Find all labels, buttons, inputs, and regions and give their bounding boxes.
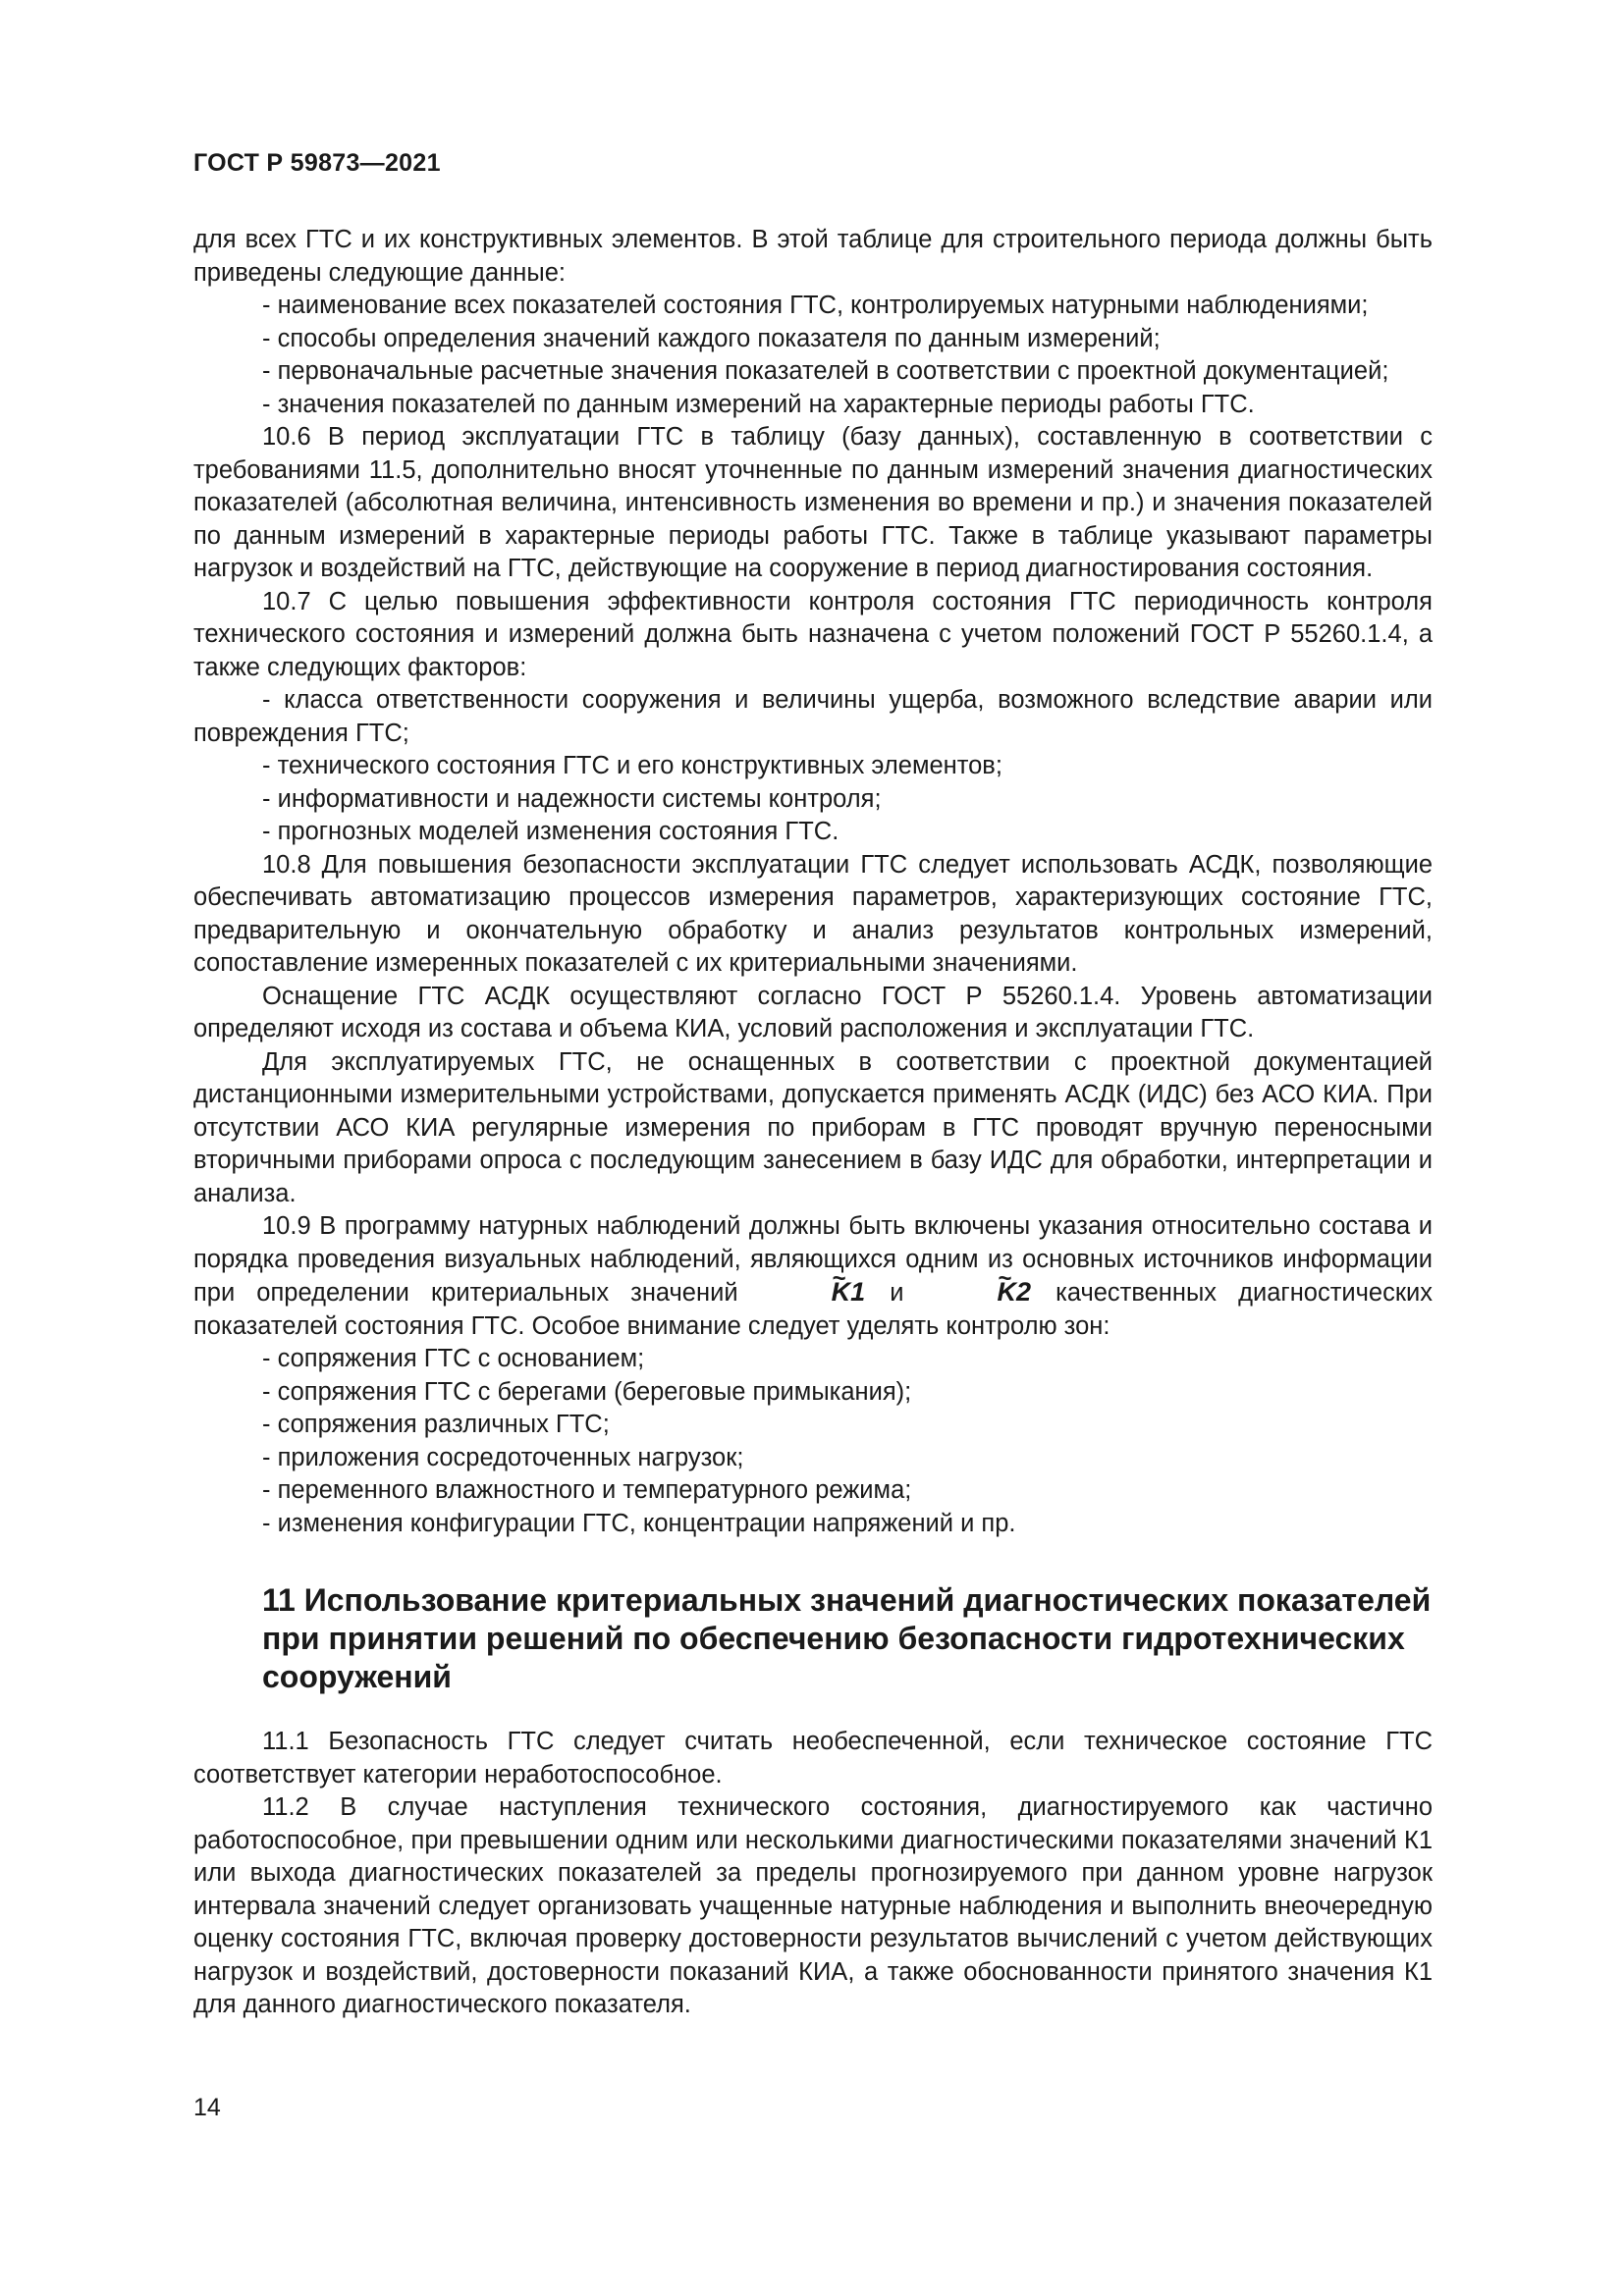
paragraph-11-1: 11.1 Безопасность ГТС следует считать необеспеченной, если техническое состояние ГТС соответствует категории неработоспособное.: [193, 1728, 1433, 1789]
list-item: - сопряжения ГТС с берегами (береговые примыкания);: [262, 1377, 912, 1406]
list-table-data: [193, 290, 1433, 421]
list-item: - приложения сосредоточенных нагрузок;: [262, 1443, 744, 1471]
paragraph-continuation: для всех ГТС и их конструктивных элементов. В этой таблице для строительного периода должны быть приведены следующие данные:: [193, 226, 1433, 287]
paragraph-equipment: Оснащение ГТС АСДК осуществляют согласно ГОСТ Р 55260.1.4. Уровень автоматизации определяют исходя из состава и объема КИА, условий расположения и эксплуатации ГТС.: [193, 982, 1433, 1042]
paragraph-10-9: [193, 1210, 1433, 1343]
k2-symbol: ~ K2: [926, 1276, 1035, 1309]
paragraph-10-6: 10.6 В период эксплуатации ГТС в таблицу (базу данных), составленную в соответствии с требованиями 11.5, дополнительно вносят уточненные по данным измерений значения диагностических показателей (абсолютная величина, интенсивность изменения во времени и пр.) и значения показателей по данным измерений в характерные периоды работы ГТС. Также в таблице указывают параметры нагрузок и воздействий на ГТС, действующие на сооружение в период диагностирования состояния.: [193, 423, 1433, 582]
list-zones: [193, 1343, 1433, 1540]
paragraph-10-9-end: качественных диагностических показателей состояния ГТС. Особое внимание следует уделять контролю зон:: [193, 1279, 1433, 1340]
page-content: [193, 224, 1433, 2022]
list-item: - сопряжения различных ГТС;: [262, 1411, 610, 1438]
list-item: - наименование всех показателей состояния ГТС, контролируемых натурными наблюдениями;: [262, 292, 1369, 319]
paragraph-operated-gts: Для эксплуатируемых ГТС, не оснащенных в соответствии с проектной документацией дистанционными измерительными устройствами, допускается применять АСДК (ИДС) без АСО КИА. При отсутствии АСО КИА регулярные измерения по приборам в ГТС проводят вручную переносными вторичными приборами опроса с последующим занесением в базу ИДС для обработки, интерпретации и анализа.: [193, 1047, 1433, 1207]
document-header: ГОСТ Р 59873—2021: [193, 149, 441, 177]
paragraph-10-8: 10.8 Для повышения безопасности эксплуатации ГТС следует использовать АСДК, позволяющие обеспечивать автоматизацию процессов измерения параметров, характеризующих состояние ГТС, предварительную и окончательную обработку и анализ результатов контрольных измерений, сопоставление измеренных показателей с их критериальными значениями.: [193, 850, 1433, 977]
paragraph-10-7: 10.7 С целью повышения эффективности контроля состояния ГТС периодичность контроля технического состояния и измерений должна быть назначена с учетом положений ГОСТ Р 55260.1.4, а также следующих факторов:: [193, 587, 1433, 681]
list-item: - значения показателей по данным измерений на характерные периоды работы ГТС.: [262, 390, 1255, 418]
list-item: - способы определения значений каждого показателя по данным измерений;: [262, 324, 1161, 352]
list-item: - первоначальные расчетные значения показателей в соответствии с проектной документацией;: [262, 357, 1389, 385]
list-item: - изменения конфигурации ГТС, концентрации напряжений и пр.: [262, 1509, 1016, 1537]
list-item: - информативности и надежности системы контроля;: [262, 784, 882, 813]
list-factors: [193, 684, 1433, 849]
conjunction: и: [890, 1279, 904, 1307]
paragraph-10-9-start: 10.9 В программу натурных наблюдений должны быть включены указания относительно состава и порядка проведения визуальных наблюдений, являющихся одним из основных источников информации при определении критериальных значений: [193, 1212, 1433, 1307]
list-item: - переменного влажностного и температурного режима;: [262, 1476, 912, 1504]
list-item: - сопряжения ГТС с основанием;: [262, 1345, 645, 1372]
k1-symbol: ~ K1: [760, 1276, 869, 1309]
section-11-heading: 11 Использование критериальных значений диагностических показателей при принятии решений по обеспечению безопасности гидротехнических сооружений: [262, 1582, 1432, 1694]
list-item: - класса ответственности сооружения и величины ущерба, возможного вследствие аварии или повреждения ГТС;: [193, 686, 1433, 747]
paragraph-11-2: 11.2 В случае наступления технического состояния, диагностируемого как частично работоспособное, при превышении одним или несколькими диагностическими показателями значений К1 или выхода диагностических показателей за пределы прогнозируемого при данном уровне нагрузок интервала значений следует организовать учащенные натурные наблюдения и выполнить внеочередную оценку состояния ГТС, включая проверку достоверности результатов вычислений с учетом действующих нагрузок и воздействий, достоверности показаний КИА, а также обоснованности принятого значения К1 для данного диагностического показателя.: [193, 1793, 1433, 2018]
page-number: 14: [193, 2094, 221, 2121]
list-item: - технического состояния ГТС и его конструктивных элементов;: [262, 752, 1002, 779]
list-item: - прогнозных моделей изменения состояния ГТС.: [262, 818, 839, 845]
